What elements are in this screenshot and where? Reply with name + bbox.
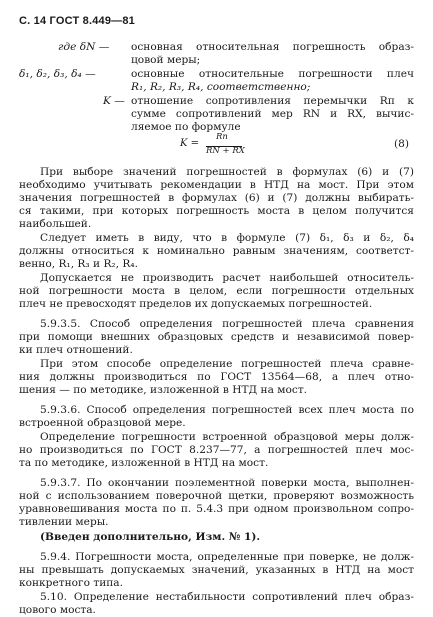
text-line: та по методике, изложенной в НТД на мост. [19, 457, 269, 469]
text-line: значения погрешностей в формулах (6) и (7) должны выбирать- [19, 192, 414, 204]
text-line: плеч не превосходят пределов их допускаемых погрешностей. [19, 298, 373, 310]
formula-lhs: K = [180, 138, 200, 149]
text-line: но производиться по ГОСТ 8.237—77, а погрешностей плеч мос- [19, 444, 414, 456]
definition-text: сумме сопротивлений мер RN и RX, вычис- [131, 108, 414, 120]
text-line: Определение погрешности встроенной образцовой меры долж- [40, 431, 414, 443]
section-5-9-3-6: 5.9.3.6. Способ определения погрешностей всех плеч моста по [40, 404, 414, 416]
definition-text: цовой меры; [131, 54, 201, 66]
definition-text: отношение сопротивления перемычки Rп к [131, 95, 414, 107]
formula-number: (8) [394, 138, 410, 150]
formula-numerator: Rп [216, 132, 228, 142]
amendment-note: (Введен дополнительно, Изм. № 1). [40, 531, 261, 543]
text-line: шения — по методике, изложенной в НТД на мост. [19, 384, 308, 396]
text-line: ся такими, при которых погрешность моста в целом получится [19, 205, 414, 217]
section-5-9-3-5: 5.9.3.5. Способ определения погрешностей плеча сравнения [40, 318, 414, 330]
text-line: тивлении меры. [19, 516, 109, 528]
text-line: ной с использованием поверочной щетки, проверяют возможность [19, 490, 414, 502]
text-line: цового моста. [19, 604, 96, 616]
definition-term-K: K — [103, 95, 125, 107]
text-line: Следует иметь в виду, что в формуле (7) δ₁, δ₃ и δ₂, δ₄ [40, 232, 414, 244]
text-line: При этом способе определение погрешностей плеча сравне- [40, 358, 414, 370]
text-line: При выборе значений погрешностей в формулах (6) и (7) [40, 166, 414, 178]
definition-text: основная относительная погрешность образ- [131, 41, 414, 53]
definition-text: основные относительные погрешности плеч [131, 68, 414, 80]
text-line: необходимо учитывать рекомендации в НТД на мост. При этом [19, 179, 414, 191]
text-line: Допускается не производить расчет наибольшей относитель- [40, 272, 414, 284]
text-line: при помощи внешних образцовых средств и независимой повер- [19, 331, 414, 343]
text-line: ния должны производиться по ГОСТ 13564—68, а плеч отно- [19, 371, 414, 383]
section-5-9-4: 5.9.4. Погрешности моста, определенные при поверке, не долж- [40, 551, 414, 563]
text-line: наибольшей. [19, 218, 92, 230]
definition-text: ляемое по формуле [131, 121, 241, 133]
text-line: встроенной образцовой мере. [19, 417, 186, 429]
section-5-9-3-7: 5.9.3.7. По окончании поэлементной поверки моста, выполнен- [40, 477, 414, 489]
page-header: С. 14 ГОСТ 8.449—81 [19, 15, 136, 27]
definition-term-deltaN: где δN — [58, 41, 110, 53]
text-line: должны относиться к номинально равным значениям, соответст- [19, 245, 414, 257]
text-line: уравновешивания моста по п. 5.4.3 при одном произвольном сопро- [19, 503, 414, 515]
text-line: ной погрешности моста в целом, если погрешности отдельных [19, 285, 414, 297]
section-5-10: 5.10. Определение нестабильности сопротивлений плеч образ- [40, 591, 414, 603]
definition-text: R₁, R₂, R₃, R₄, соответственно; [131, 81, 311, 93]
text-line: венно, R₁, R₃ и R₂, R₄. [19, 258, 138, 270]
definition-term-deltas: δ₁, δ₂, δ₃, δ₄ — [19, 68, 96, 80]
text-line: ки плеч отношений. [19, 344, 133, 356]
formula-8 [180, 132, 245, 156]
formula-denominator: RN + RX [206, 146, 245, 156]
text-line: ны превышать допускаемых значений, указанных в НТД на мост [19, 564, 414, 576]
text-line: конкретного типа. [19, 577, 123, 589]
